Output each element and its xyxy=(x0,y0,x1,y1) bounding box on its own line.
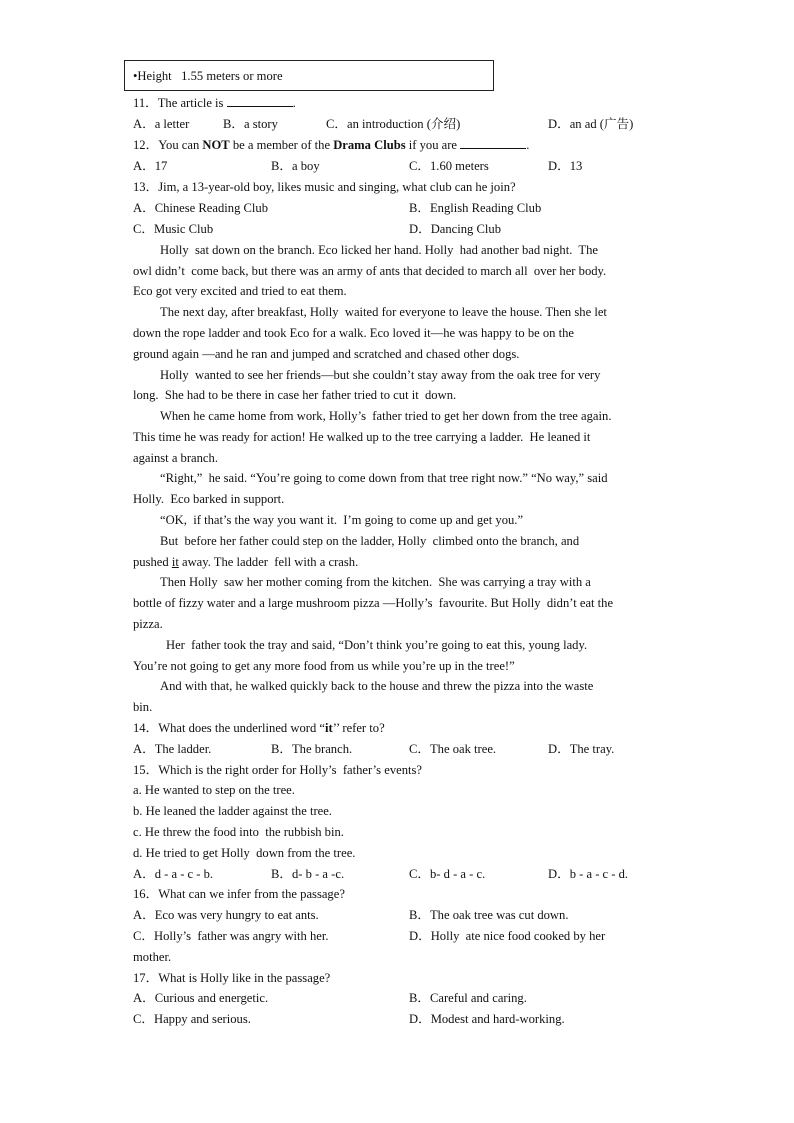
q12-option-c: C．1.60 meters xyxy=(409,159,489,173)
passage-p4-line1: When he came home from work, Holly’s father tried to get her down from the tree again. xyxy=(160,409,612,423)
passage-p9-line2: You’re not going to get any more food from us while you’re up in the tree!” xyxy=(133,659,515,673)
passage-p6-line1: “OK, if that’s the way you want it. I’m going to come up and get you.” xyxy=(160,513,524,527)
q17-option-b: B．Careful and caring. xyxy=(409,991,527,1005)
q12-option-d: D．13 xyxy=(548,159,583,173)
q16-option-d: D．Holly ate nice food cooked by her xyxy=(409,929,606,943)
q11-option-d: D．an ad (广告) xyxy=(548,117,634,131)
question-11-stem xyxy=(133,95,296,111)
passage-p1-line3: Eco got very excited and tried to eat them. xyxy=(133,284,347,298)
question-16-stem: 16．What can we infer from the passage? xyxy=(133,887,345,901)
passage-p8-line1: Then Holly saw her mother coming from the kitchen. She was carrying a tray with a xyxy=(160,575,591,589)
passage-p10-line1: And with that, he walked quickly back to the house and threw the pizza into the waste xyxy=(160,679,594,693)
question-14-stem xyxy=(133,720,385,736)
q11-option-b: B．a story xyxy=(223,117,278,131)
q13-option-b: B．English Reading Club xyxy=(409,201,542,215)
q14-stem-b: ’’ refer to? xyxy=(332,721,385,735)
q15-option-c: C．b- d - a - c. xyxy=(409,867,486,881)
q14-option-b: B．The branch. xyxy=(271,742,353,756)
q13-option-a: A．Chinese Reading Club xyxy=(133,201,269,215)
q15-option-a: A．d - a - c - b. xyxy=(133,867,214,881)
question-17-stem: 17．What is Holly like in the passage? xyxy=(133,971,331,985)
q16-option-d-continued: mother. xyxy=(133,950,172,964)
passage-p3-line1: Holly wanted to see her friends—but she couldn’t stay away from the oak tree for very xyxy=(160,368,601,382)
passage-p5-line2: Holly. Eco barked in support. xyxy=(133,492,285,506)
q12-option-a: A．17 xyxy=(133,159,168,173)
passage-p8-line3: pizza. xyxy=(133,617,163,631)
q12-option-b: B．a boy xyxy=(271,159,320,173)
passage-p4-line2: This time he was ready for action! He walked up to the tree carrying a ladder. He leaned it xyxy=(133,430,591,444)
q11-stem-text: 11．The article is xyxy=(133,96,227,110)
passage-p5-line1: “Right,” he said. “You’re going to come down from that tree right now.” “No way,” said xyxy=(160,471,608,485)
q17-option-c: C．Happy and serious. xyxy=(133,1012,251,1026)
q11-option-c: C．an introduction (介绍) xyxy=(326,117,461,131)
q17-option-d: D．Modest and hard-working. xyxy=(409,1012,565,1026)
passage-p1-line1: Holly sat down on the branch. Eco licked her hand. Holly had another bad night. The xyxy=(160,243,598,257)
q15-event-c: c. He threw the food into the rubbish bin. xyxy=(133,825,344,839)
q12-not: NOT xyxy=(202,138,230,152)
passage-p10-line2: bin. xyxy=(133,700,153,714)
passage-p1-line2: owl didn’t come back, but there was an army of ants that decided to march all over her body. xyxy=(133,264,607,278)
q15-event-b: b. He leaned the ladder against the tree. xyxy=(133,804,332,818)
q15-option-d: D．b - a - c - d. xyxy=(548,867,629,881)
q15-option-b: B．d- b - a -c. xyxy=(271,867,345,881)
passage-p2-line1: The next day, after breakfast, Holly waited for everyone to leave the house. Then she let xyxy=(160,305,607,319)
q12-stem-b: be a member of the xyxy=(229,138,334,152)
q16-option-a: A．Eco was very hungry to eat ants. xyxy=(133,908,319,922)
q16-option-c: C．Holly’s father was angry with her. xyxy=(133,929,329,943)
q15-event-d: d. He tried to get Holly down from the tree. xyxy=(133,846,356,860)
passage-p9-line1: Her father took the tray and said, “Don’t think you’re going to eat this, young lady. xyxy=(166,638,588,652)
q14-option-d: D．The tray. xyxy=(548,742,615,756)
question-15-stem: 15．Which is the right order for Holly’s father’s events? xyxy=(133,763,422,777)
passage-p2-line2: down the rope ladder and took Eco for a walk. Eco loved it—he was happy to be on the xyxy=(133,326,575,340)
q12-stem-end: . xyxy=(526,138,530,152)
q14-option-c: C．The oak tree. xyxy=(409,742,497,756)
q15-event-a: a. He wanted to step on the tree. xyxy=(133,783,295,797)
q11-stem-end: . xyxy=(292,96,296,110)
question-12-stem xyxy=(133,137,529,153)
q16-option-b: B．The oak tree was cut down. xyxy=(409,908,569,922)
passage-p3-line2: long. She had to be there in case her father tried to cut it down. xyxy=(133,388,457,402)
passage-p4-line3: against a branch. xyxy=(133,451,218,465)
info-box xyxy=(124,60,494,91)
p7-text-a: pushed xyxy=(133,555,172,569)
q12-stem-a: 12．You can xyxy=(133,138,203,152)
q14-stem-a: 14．What does the underlined word “ xyxy=(133,721,325,735)
passage-p8-line2: bottle of fizzy water and a large mushroom pizza —Holly’s favourite. But Holly didn’t eat the xyxy=(133,596,614,610)
info-box-text: •Height 1.55 meters or more xyxy=(133,69,283,83)
q12-drama-clubs: Drama Clubs xyxy=(333,138,406,152)
q12-stem-c: if you are xyxy=(405,138,461,152)
q11-option-a: A．a letter xyxy=(133,117,190,131)
passage-p2-line3: ground again —and he ran and jumped and scratched and chased other dogs. xyxy=(133,347,520,361)
q14-option-a: A．The ladder. xyxy=(133,742,212,756)
q14-it: it xyxy=(325,721,333,735)
answer-blank xyxy=(460,137,526,149)
answer-blank xyxy=(227,95,293,107)
underlined-word-it: it xyxy=(171,555,179,569)
q17-option-a: A．Curious and energetic. xyxy=(133,991,269,1005)
question-13-stem: 13．Jim, a 13-year-old boy, likes music and singing, what club can he join? xyxy=(133,180,516,194)
q13-option-d: D．Dancing Club xyxy=(409,222,501,236)
q13-option-c: C．Music Club xyxy=(133,222,214,236)
passage-p7-line2 xyxy=(133,554,358,570)
passage-p7-line1: But before her father could step on the ladder, Holly climbed onto the branch, and xyxy=(160,534,580,548)
p7-text-b: away. The ladder fell with a crash. xyxy=(178,555,359,569)
